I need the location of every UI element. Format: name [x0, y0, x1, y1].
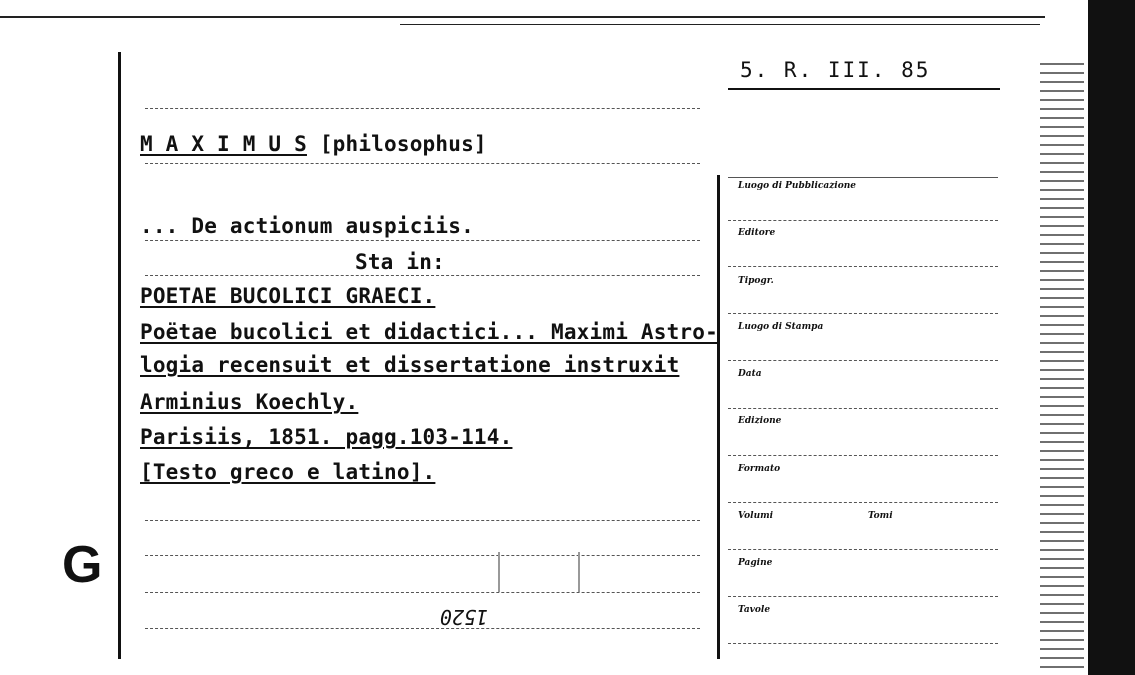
field-plates: Tavole — [738, 605, 771, 615]
heading-author: M A X I M U S — [140, 132, 307, 156]
rule-2 — [145, 240, 700, 241]
note-line: [Testo greco e latino]. — [140, 460, 436, 484]
side-rule-2 — [728, 266, 998, 267]
description-line-2: logia recensuit et dissertatione instruxit — [140, 353, 680, 377]
field-format: Formato — [738, 464, 781, 474]
description-line-1: Poëtae bucolici et didactici... Maximi Astro- — [140, 320, 718, 344]
side-rule-top — [728, 177, 998, 178]
left-margin-line — [118, 52, 121, 659]
heading-qualifier: [philosophus] — [319, 132, 487, 156]
card-dark-edge — [1088, 0, 1135, 675]
top-edge-rule — [0, 16, 1045, 18]
rule-3 — [145, 275, 700, 276]
field-printer: Tipogr. — [738, 276, 774, 286]
rule-4 — [145, 520, 700, 521]
collection-title: POETAE BUCOLICI GRAECI. — [140, 284, 436, 308]
card-edge-strip — [1040, 60, 1084, 675]
field-volumes: Volumi — [738, 511, 774, 521]
editor-line: Arminius Koechly. — [140, 390, 359, 414]
field-place-of-printing: Luogo di Stampa — [738, 322, 824, 332]
side-column-line — [717, 175, 720, 659]
field-publisher: Editore — [738, 228, 776, 238]
rule-7 — [145, 628, 700, 629]
rule-5 — [145, 555, 700, 556]
imprint-line: Parisiis, 1851. pagg.103-114. — [140, 425, 513, 449]
rule-6 — [145, 592, 700, 593]
title-line: ... De actionum auspiciis. — [140, 214, 474, 238]
field-tomes: Tomi — [868, 511, 893, 521]
side-rule-9 — [728, 596, 998, 597]
field-edition: Edizione — [738, 416, 782, 426]
shelfmark: 5. R. III. 85 — [740, 58, 931, 82]
contained-in-label: Sta in: — [355, 250, 445, 274]
shelfmark-rule — [728, 88, 1000, 90]
side-rule-10 — [728, 643, 998, 644]
side-rule-7 — [728, 502, 998, 503]
hole-mark — [498, 552, 580, 592]
margin-letter: G — [62, 536, 103, 594]
side-rule-6 — [728, 455, 998, 456]
side-rule-3 — [728, 313, 998, 314]
stamp-number: 1520 — [440, 605, 489, 629]
field-date: Data — [738, 369, 762, 379]
heading-line — [140, 132, 487, 156]
side-rule-4 — [728, 360, 998, 361]
field-place-of-publication: Luogo di Pubblicazione — [738, 181, 856, 191]
side-rule-8 — [728, 549, 998, 550]
field-pages: Pagine — [738, 558, 773, 568]
rule-1 — [145, 163, 700, 164]
side-rule-1 — [728, 220, 998, 221]
top-edge-rule-2 — [400, 24, 1040, 25]
rule-0 — [145, 108, 700, 109]
side-rule-5 — [728, 408, 998, 409]
